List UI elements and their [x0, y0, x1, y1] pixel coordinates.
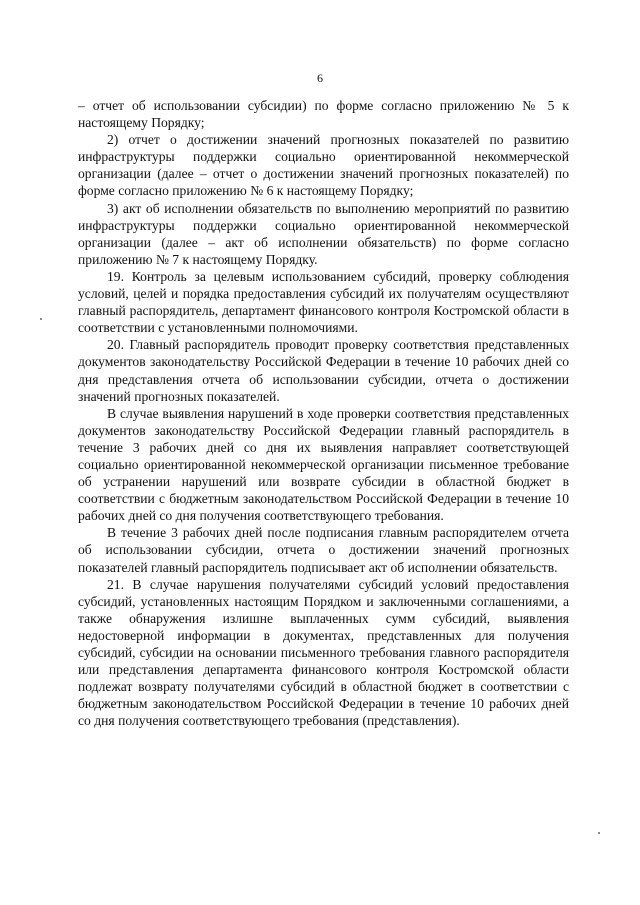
paragraph-continuation: – отчет об использовании субсидии) по форме согласно приложению № 5 к настоящему Порядку; — [78, 98, 569, 131]
paragraph-clause-19: 19. Контроль за целевым использованием субсидий, проверку соблюдения условий, целей и порядка предоставления субсидий их получателям осуществляют главный распорядитель, департамент финансового контроля Костромской области в соответствии с установленными полномочиями. — [78, 268, 569, 336]
paragraph-item-2: 2) отчет о достижении значений прогнозных показателей по развитию инфраструктуры поддержки социально ориентированной некоммерческой организации (далее – отчет о достижении значений прогнозных показателей) по форме согласно приложению № 6 к настоящему Порядку; — [78, 132, 569, 199]
paragraph-violations: В случае выявления нарушений в ходе проверки соответствия представленных документов законодательству Российской Федерации главный распорядитель в течение 3 рабочих дней со дня их выявления направляет соответствующей социально ориентированной некоммерческой организации письменное требование об устранении нарушений или возврате субсидии в областной бюджет в соответствии с бюджетным законодательством Российской Федерации в течение 10 рабочих дней со дня получения соответствующего требования. — [78, 405, 569, 524]
page-number: 6 — [317, 71, 323, 85]
paragraph-item-3: 3) акт об исполнении обязательств по выполнению мероприятий по развитию инфраструктуры поддержки социально ориентированной некоммерческой организации (далее – акт об исполнении обязательств) по форме согласно приложению № 7 к настоящему Порядку. — [78, 200, 569, 267]
paragraph-clause-20: 20. Главный распорядитель проводит проверку соответствия представленных документов законодательству Российской Федерации в течение 10 рабочих дней со дня представления отчета об использовании субсидии, отчета о достижении значений прогнозных показателей. — [78, 337, 569, 404]
paragraph-clause-21: 21. В случае нарушения получателями субсидий условий предоставления субсидий, установленных настоящим Порядком и заключенными соглашениями, а также обнаружения излишне выплаченных сумм субсидий, выявления недостоверной информации в документах, представленных для получения субсидий, субсидии на основании письменного требования главного распорядителя или представления департамента финансового контроля Костромской области подлежат возврату получателями субсидий в областной бюджет в соответствии с бюджетным законодательством Российской Федерации в течение 10 рабочих дней со дня получения соответствующего требования (представления). — [78, 576, 569, 729]
scan-speck — [598, 832, 600, 834]
paragraph-signing: В течение 3 рабочих дней после подписания главным распорядителем отчета об использовании субсидии, отчета о достижении значений прогнозных показателей главный распорядитель подписывает акт об исполнении обязательств. — [78, 525, 569, 575]
document-body — [78, 97, 569, 729]
scan-speck — [40, 318, 42, 320]
